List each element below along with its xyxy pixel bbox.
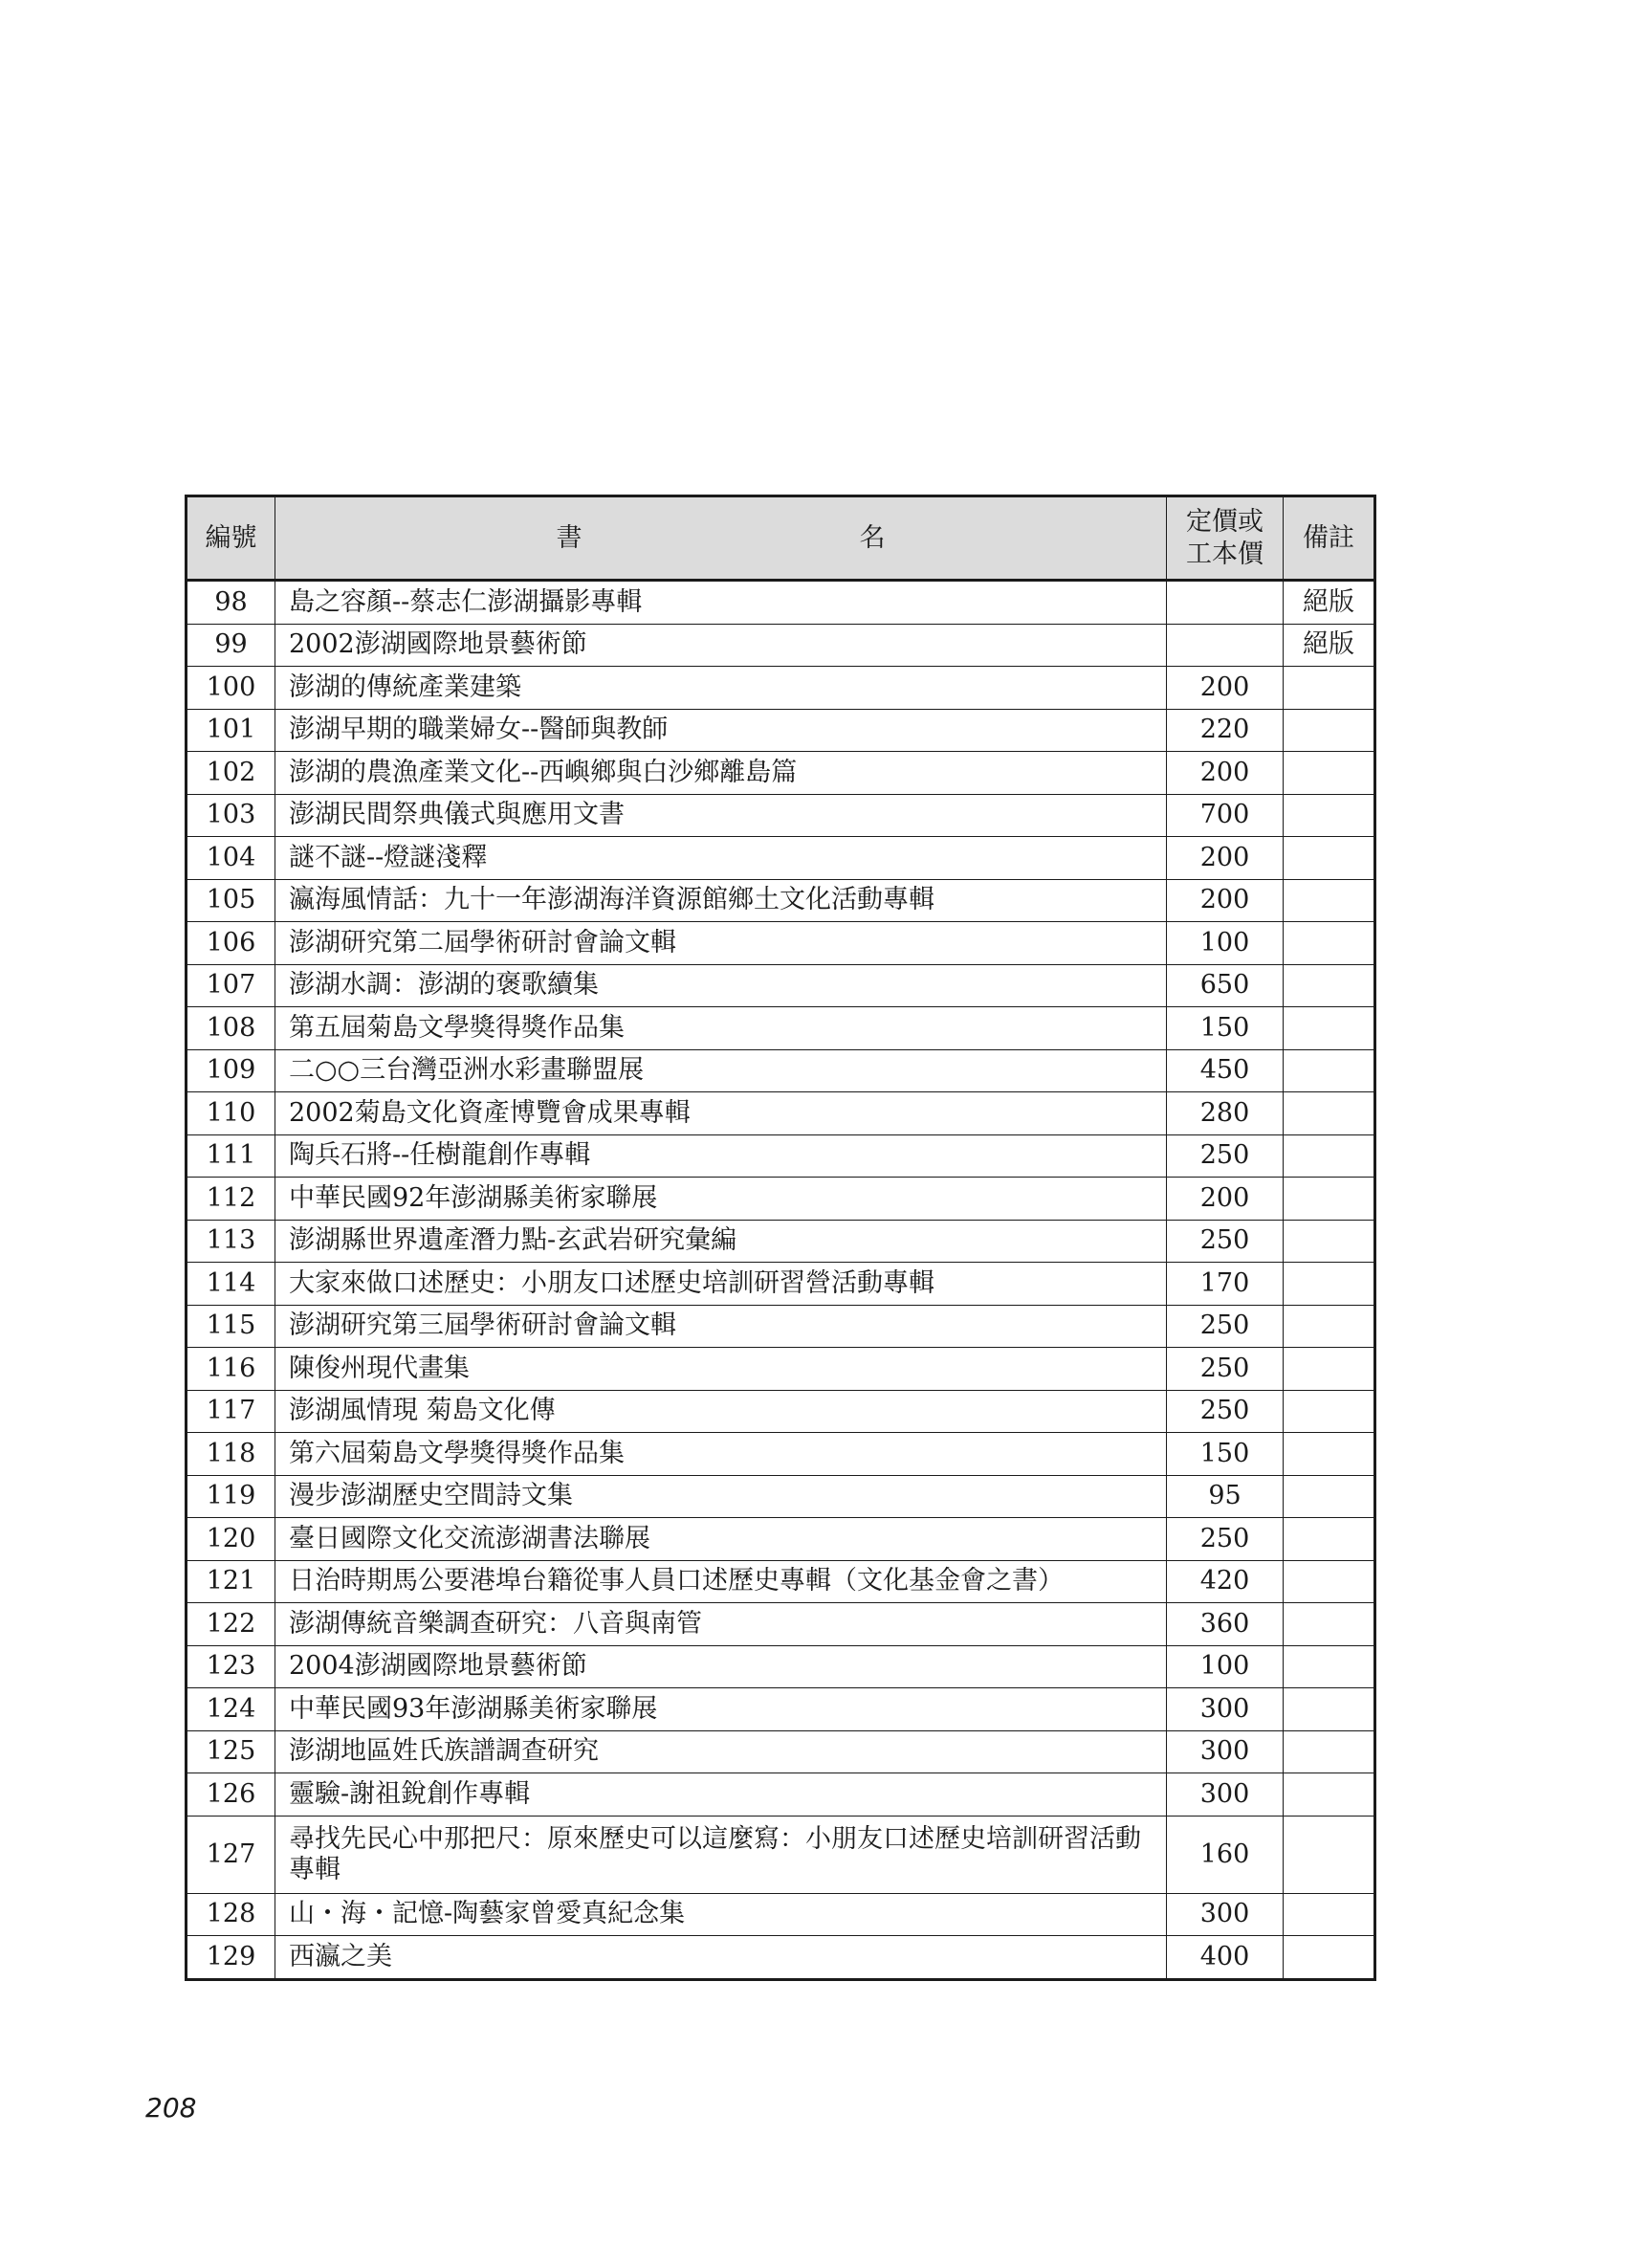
- header-title-char-1: 書: [556, 522, 582, 553]
- table-row: [187, 1049, 1375, 1092]
- row-note-cell: 絕版: [1284, 581, 1375, 625]
- header-title-char-2: 名: [859, 522, 886, 553]
- row-number-cell: 114: [187, 1263, 275, 1306]
- row-price-cell: 250: [1167, 1348, 1284, 1391]
- row-price-cell: 200: [1167, 837, 1284, 880]
- row-note-cell: [1284, 1305, 1375, 1348]
- table-row: [187, 1092, 1375, 1135]
- row-price-cell: 200: [1167, 752, 1284, 795]
- row-number-cell: 120: [187, 1518, 275, 1561]
- row-note-cell: [1284, 837, 1375, 880]
- row-price-cell: 95: [1167, 1475, 1284, 1518]
- table-row: [187, 581, 1375, 625]
- row-price-cell: 160: [1167, 1816, 1284, 1893]
- table-row: [187, 1518, 1375, 1561]
- table-row: [187, 1305, 1375, 1348]
- row-price-cell: 300: [1167, 1773, 1284, 1817]
- table-row: [187, 1893, 1375, 1936]
- row-title-cell: 澎湖的傳統產業建築: [275, 667, 1167, 710]
- row-price-cell: 100: [1167, 922, 1284, 965]
- row-title-cell: 澎湖水調：澎湖的褒歌續集: [275, 964, 1167, 1007]
- row-title-cell: 澎湖早期的職業婦女--醫師與教師: [275, 709, 1167, 752]
- table-row: [187, 667, 1375, 710]
- row-note-cell: [1284, 709, 1375, 752]
- row-number-cell: 119: [187, 1475, 275, 1518]
- table-row: [187, 1645, 1375, 1688]
- row-title-cell: 2002澎湖國際地景藝術節: [275, 624, 1167, 667]
- row-number-cell: 103: [187, 794, 275, 837]
- header-title: [275, 496, 1167, 581]
- row-price-cell: [1167, 624, 1284, 667]
- row-price-cell: 300: [1167, 1730, 1284, 1773]
- row-title-cell: 2004澎湖國際地景藝術節: [275, 1645, 1167, 1688]
- table-row: [187, 1603, 1375, 1646]
- table-row: [187, 1134, 1375, 1178]
- row-note-cell: [1284, 1645, 1375, 1688]
- row-number-cell: 126: [187, 1773, 275, 1817]
- row-price-cell: 400: [1167, 1936, 1284, 1980]
- row-title-cell: 澎湖風情現 菊島文化傳: [275, 1390, 1167, 1433]
- row-price-cell: 250: [1167, 1390, 1284, 1433]
- row-number-cell: 101: [187, 709, 275, 752]
- row-price-cell: 150: [1167, 1433, 1284, 1476]
- table-row: [187, 1390, 1375, 1433]
- row-title-cell: 澎湖民間祭典儀式與應用文書: [275, 794, 1167, 837]
- table-row: [187, 794, 1375, 837]
- row-title-cell: 漫步澎湖歷史空間詩文集: [275, 1475, 1167, 1518]
- row-note-cell: [1284, 1773, 1375, 1817]
- row-title-cell: 澎湖研究第二屆學術研討會論文輯: [275, 922, 1167, 965]
- row-note-cell: [1284, 1518, 1375, 1561]
- row-number-cell: 127: [187, 1816, 275, 1893]
- row-note-cell: [1284, 1560, 1375, 1603]
- row-title-cell: 陳俊州現代畫集: [275, 1348, 1167, 1391]
- table-row: [187, 1560, 1375, 1603]
- row-number-cell: 98: [187, 581, 275, 625]
- table-row: [187, 1688, 1375, 1731]
- row-number-cell: 123: [187, 1645, 275, 1688]
- row-title-cell: 第五屆菊島文學獎得獎作品集: [275, 1007, 1167, 1050]
- table-row: [187, 879, 1375, 922]
- row-price-cell: 200: [1167, 1178, 1284, 1221]
- row-title-cell: 瀛海風情話：九十一年澎湖海洋資源館鄉土文化活動專輯: [275, 879, 1167, 922]
- row-price-cell: 360: [1167, 1603, 1284, 1646]
- row-number-cell: 128: [187, 1893, 275, 1936]
- row-note-cell: [1284, 1816, 1375, 1893]
- row-price-cell: 250: [1167, 1134, 1284, 1178]
- row-price-cell: 650: [1167, 964, 1284, 1007]
- table-body: [187, 581, 1375, 1980]
- row-number-cell: 107: [187, 964, 275, 1007]
- table-row: [187, 1936, 1375, 1980]
- row-title-cell: 澎湖地區姓氏族譜調查研究: [275, 1730, 1167, 1773]
- table-row: [187, 1007, 1375, 1050]
- row-number-cell: 106: [187, 922, 275, 965]
- publications-table: [185, 495, 1376, 1981]
- row-number-cell: 113: [187, 1220, 275, 1263]
- row-note-cell: [1284, 1049, 1375, 1092]
- row-title-cell: 日治時期馬公要港埠台籍從事人員口述歷史專輯（文化基金會之書）: [275, 1560, 1167, 1603]
- row-price-cell: 250: [1167, 1305, 1284, 1348]
- row-title-cell: 島之容顏--蔡志仁澎湖攝影專輯: [275, 581, 1167, 625]
- header-price: [1167, 496, 1284, 581]
- table-row: [187, 1475, 1375, 1518]
- row-price-cell: 700: [1167, 794, 1284, 837]
- table-row: [187, 1220, 1375, 1263]
- table-row: [187, 624, 1375, 667]
- page-number: 208: [145, 2092, 197, 2124]
- row-number-cell: 110: [187, 1092, 275, 1135]
- row-number-cell: 108: [187, 1007, 275, 1050]
- table-row: [187, 752, 1375, 795]
- row-number-cell: 109: [187, 1049, 275, 1092]
- header-price-line-1: 定價或: [1186, 506, 1263, 537]
- row-title-cell: 尋找先民心中那把尺：原來歷史可以這麼寫：小朋友口述歷史培訓研習活動專輯: [275, 1816, 1167, 1893]
- header-note: 備註: [1284, 496, 1375, 581]
- row-title-cell: 澎湖傳統音樂調查研究：八音與南管: [275, 1603, 1167, 1646]
- row-number-cell: 125: [187, 1730, 275, 1773]
- row-title-cell: 二○○三台灣亞洲水彩畫聯盟展: [275, 1049, 1167, 1092]
- row-number-cell: 121: [187, 1560, 275, 1603]
- row-note-cell: [1284, 1178, 1375, 1221]
- row-number-cell: 124: [187, 1688, 275, 1731]
- row-title-cell: 2002菊島文化資產博覽會成果專輯: [275, 1092, 1167, 1135]
- row-note-cell: [1284, 1348, 1375, 1391]
- row-title-cell: 陶兵石將--任樹龍創作專輯: [275, 1134, 1167, 1178]
- row-note-cell: [1284, 1007, 1375, 1050]
- row-note-cell: [1284, 1433, 1375, 1476]
- row-number-cell: 112: [187, 1178, 275, 1221]
- row-price-cell: 170: [1167, 1263, 1284, 1306]
- table-row: [187, 1773, 1375, 1817]
- row-price-cell: 220: [1167, 709, 1284, 752]
- row-number-cell: 100: [187, 667, 275, 710]
- row-number-cell: 105: [187, 879, 275, 922]
- row-number-cell: 115: [187, 1305, 275, 1348]
- table-row: [187, 709, 1375, 752]
- row-price-cell: 200: [1167, 667, 1284, 710]
- row-title-cell: 謎不謎--燈謎淺釋: [275, 837, 1167, 880]
- row-price-cell: 200: [1167, 879, 1284, 922]
- row-note-cell: [1284, 1220, 1375, 1263]
- table-row: [187, 1730, 1375, 1773]
- row-number-cell: 122: [187, 1603, 275, 1646]
- row-price-cell: 100: [1167, 1645, 1284, 1688]
- row-price-cell: 450: [1167, 1049, 1284, 1092]
- row-number-cell: 129: [187, 1936, 275, 1980]
- row-title-cell: 中華民國92年澎湖縣美術家聯展: [275, 1178, 1167, 1221]
- row-number-cell: 104: [187, 837, 275, 880]
- row-title-cell: 山・海・記憶-陶藝家曾愛真紀念集: [275, 1893, 1167, 1936]
- row-note-cell: [1284, 1730, 1375, 1773]
- row-note-cell: [1284, 667, 1375, 710]
- row-price-cell: 250: [1167, 1518, 1284, 1561]
- row-price-cell: 300: [1167, 1688, 1284, 1731]
- row-note-cell: [1284, 1263, 1375, 1306]
- row-number-cell: 117: [187, 1390, 275, 1433]
- row-note-cell: [1284, 879, 1375, 922]
- table-row: [187, 964, 1375, 1007]
- row-note-cell: [1284, 1936, 1375, 1980]
- row-title-cell: 澎湖研究第三屆學術研討會論文輯: [275, 1305, 1167, 1348]
- row-note-cell: [1284, 1688, 1375, 1731]
- table-row: [187, 837, 1375, 880]
- row-price-cell: 420: [1167, 1560, 1284, 1603]
- row-number-cell: 99: [187, 624, 275, 667]
- row-note-cell: [1284, 1603, 1375, 1646]
- table-header-row: [187, 496, 1375, 581]
- table-row: [187, 1178, 1375, 1221]
- row-title-cell: 靈驗-謝祖銳創作專輯: [275, 1773, 1167, 1817]
- row-price-cell: 280: [1167, 1092, 1284, 1135]
- row-price-cell: 300: [1167, 1893, 1284, 1936]
- row-note-cell: [1284, 752, 1375, 795]
- row-number-cell: 102: [187, 752, 275, 795]
- table-row: [187, 1433, 1375, 1476]
- row-title-cell: 大家來做口述歷史：小朋友口述歷史培訓研習營活動專輯: [275, 1263, 1167, 1306]
- table-row: [187, 1348, 1375, 1391]
- row-title-cell: 澎湖的農漁產業文化--西嶼鄉與白沙鄉離島篇: [275, 752, 1167, 795]
- row-number-cell: 118: [187, 1433, 275, 1476]
- row-title-cell: 第六屆菊島文學獎得獎作品集: [275, 1433, 1167, 1476]
- header-number: 編號: [187, 496, 275, 581]
- table-row: [187, 922, 1375, 965]
- row-note-cell: 絕版: [1284, 624, 1375, 667]
- row-title-cell: 西瀛之美: [275, 1936, 1167, 1980]
- row-price-cell: [1167, 581, 1284, 625]
- row-title-cell: 臺日國際文化交流澎湖書法聯展: [275, 1518, 1167, 1561]
- row-price-cell: 150: [1167, 1007, 1284, 1050]
- row-price-cell: 250: [1167, 1220, 1284, 1263]
- row-note-cell: [1284, 922, 1375, 965]
- row-note-cell: [1284, 1390, 1375, 1433]
- header-price-line-2: 工本價: [1186, 539, 1263, 569]
- row-note-cell: [1284, 1893, 1375, 1936]
- table-row: [187, 1816, 1375, 1893]
- row-number-cell: 111: [187, 1134, 275, 1178]
- row-note-cell: [1284, 1092, 1375, 1135]
- row-note-cell: [1284, 794, 1375, 837]
- row-note-cell: [1284, 964, 1375, 1007]
- row-title-cell: 中華民國93年澎湖縣美術家聯展: [275, 1688, 1167, 1731]
- row-number-cell: 116: [187, 1348, 275, 1391]
- row-title-cell: 澎湖縣世界遺產潛力點-玄武岩研究彙編: [275, 1220, 1167, 1263]
- row-note-cell: [1284, 1475, 1375, 1518]
- row-note-cell: [1284, 1134, 1375, 1178]
- table-row: [187, 1263, 1375, 1306]
